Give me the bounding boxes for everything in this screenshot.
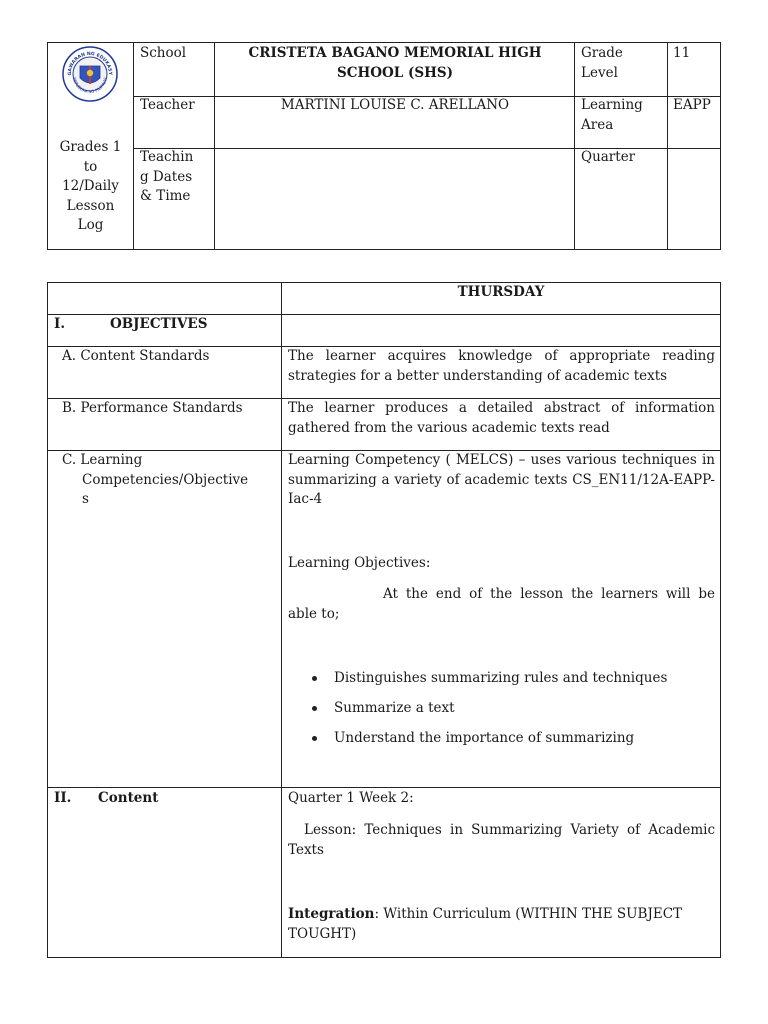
teaching-dates-label-line: g Dates	[140, 168, 193, 185]
learning-objectives-intro: At the end of the lesson the learners will be able to;	[288, 586, 715, 622]
log-title-line: Lesson	[66, 197, 115, 214]
day-header: THURSDAY	[457, 284, 545, 300]
log-title	[48, 138, 133, 236]
teaching-dates-label-line: & Time	[140, 188, 191, 204]
deped-seal-logo	[62, 46, 118, 102]
teaching-dates-label	[140, 148, 193, 207]
bullet-icon	[312, 706, 317, 711]
content-number: II.	[54, 790, 72, 806]
learning-area-label-line: Area	[581, 116, 614, 133]
competency-text: Learning Competency ( MELCS) – uses various techniques in summarizing a variety of academic texts CS_EN11/12A-EAPP-Iac-4	[288, 452, 715, 507]
bullet-icon	[312, 736, 317, 741]
log-title-line: Grades 1	[59, 139, 122, 155]
objectives-number: I.	[54, 316, 66, 332]
learning-area-label	[581, 96, 643, 135]
quarter-label: Quarter	[581, 149, 636, 165]
integration-text	[288, 905, 715, 944]
list-item-text: Understand the importance of summarizing	[334, 730, 635, 746]
objectives-heading: OBJECTIVES	[110, 316, 208, 332]
integration-value: : Within Curriculum (WITHIN THE SUBJECT TOUGHT)	[288, 906, 683, 942]
grade-level-value: 11	[673, 45, 691, 61]
list-item-text: Distinguishes summarizing rules and techniques	[334, 670, 668, 686]
teacher-name: MARTINI LOUISE C. ARELLANO	[280, 97, 510, 113]
seal-text-top: GAWARAN NG EDUKASY	[67, 51, 113, 76]
log-title-line: 12/Daily	[62, 178, 119, 194]
performance-standards-text: The learner produces a detailed abstract of information gathered from the various academic texts read	[288, 400, 715, 436]
content-standards-text: The learner acquires knowledge of appropriate reading strategies for a better understanding of academic texts	[288, 348, 715, 384]
teacher-label: Teacher	[140, 97, 195, 113]
competencies-label-line: s	[82, 491, 89, 507]
list-item-text: Summarize a text	[334, 700, 455, 716]
learning-area-label-line: Learning	[581, 97, 643, 113]
competencies-label-line: C. Learning	[62, 452, 143, 468]
school-name	[216, 44, 574, 83]
school-name-line: SCHOOL (SHS)	[337, 64, 453, 81]
grade-level-label-line: Level	[581, 64, 618, 81]
content-heading: Content	[98, 790, 159, 806]
competencies-label-line: Competencies/Objective	[82, 471, 249, 488]
content-standards-label: A. Content Standards	[62, 348, 210, 364]
integration-label: Integration	[288, 906, 375, 922]
content-quarter: Quarter 1 Week 2:	[288, 790, 414, 806]
teaching-dates-label-line: Teachin	[140, 149, 194, 165]
competencies-label	[62, 451, 277, 510]
content-lesson: Lesson: Techniques in Summarizing Variety of Academic Texts	[288, 822, 715, 858]
school-name-line: CRISTETA BAGANO MEMORIAL HIGH	[248, 45, 542, 61]
school-label: School	[140, 45, 187, 61]
learning-objectives-heading: Learning Objectives:	[288, 555, 431, 571]
log-title-line: to	[83, 158, 98, 175]
bullet-icon	[312, 676, 317, 681]
seal-text-bottom: REPUBLIKA NG PILIPINAS	[72, 76, 108, 94]
performance-standards-label: B. Performance Standards	[62, 400, 243, 416]
learning-area-value: EAPP	[673, 97, 711, 113]
grade-level-label	[581, 44, 623, 83]
log-title-line: Log	[77, 217, 104, 233]
grade-level-label-line: Grade	[581, 45, 623, 61]
